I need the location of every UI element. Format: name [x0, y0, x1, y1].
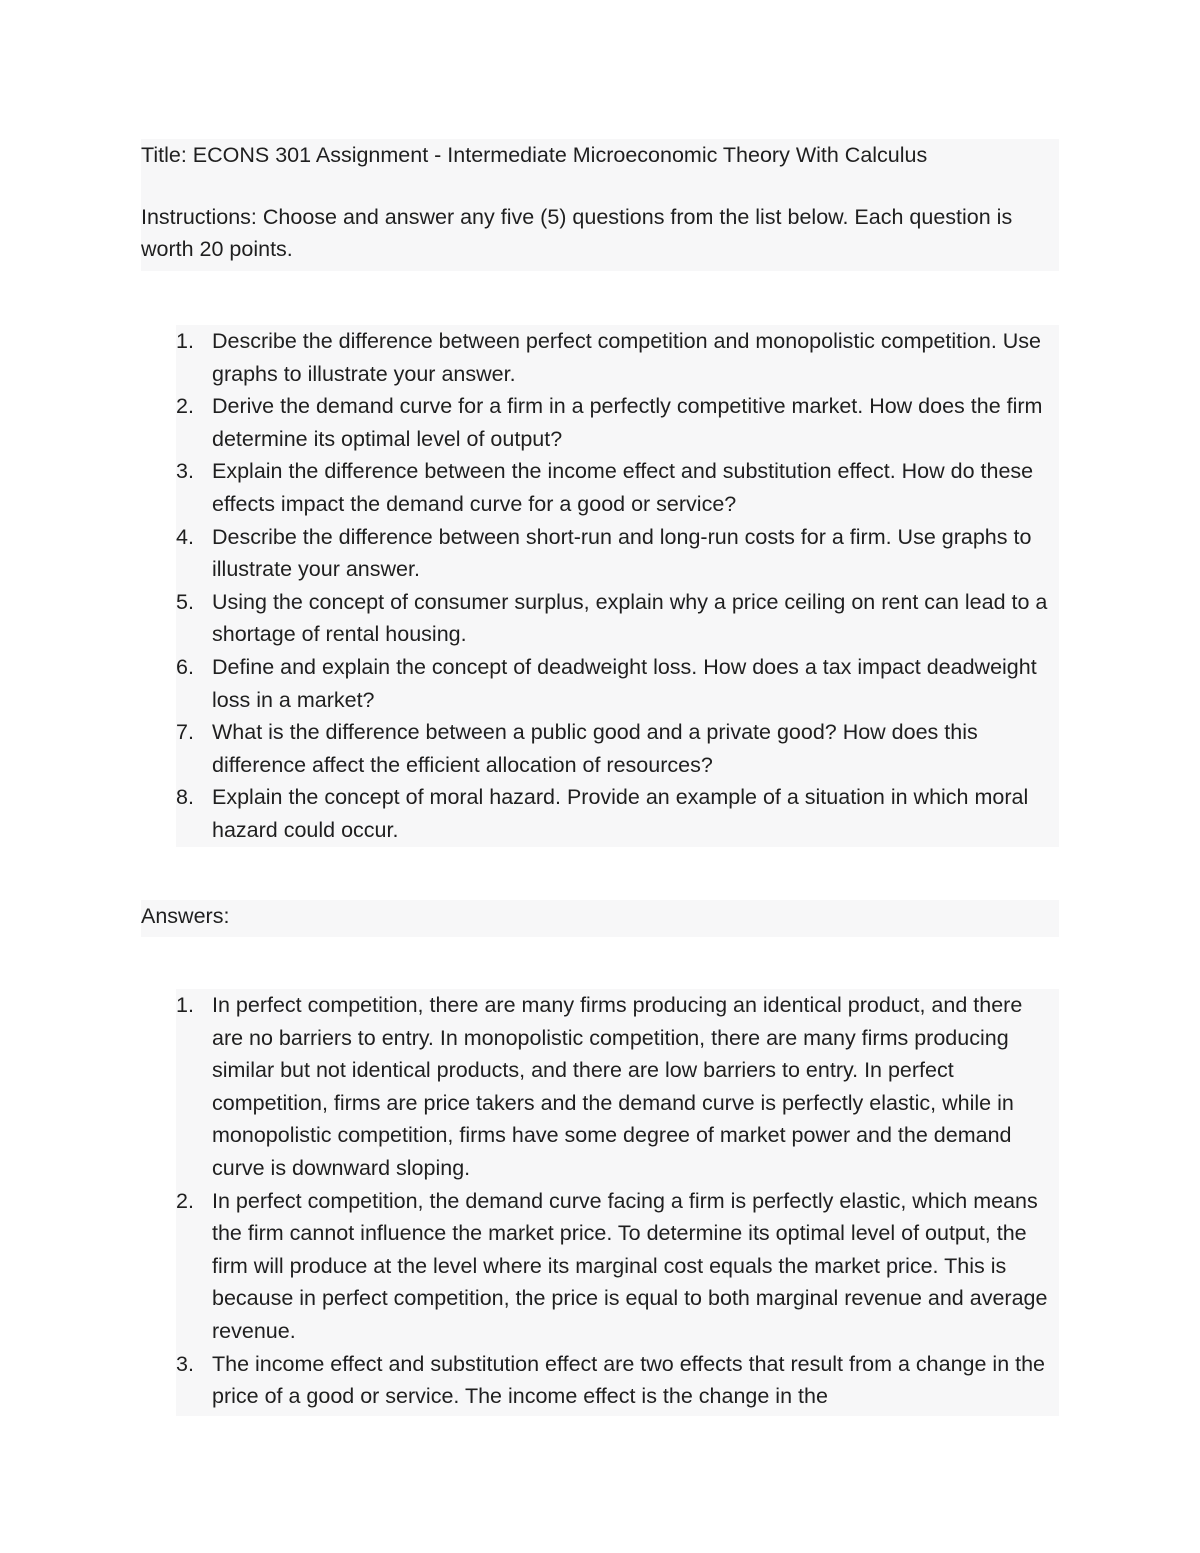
question-item	[176, 325, 1059, 390]
answer-text: The income effect and substitution effect are two effects that result from a change in the price of a good or service. The income effect is the change in the	[212, 1351, 1046, 1409]
instructions-text: Instructions: Choose and answer any five (5) questions from the list below. Each question is worth 20 points.	[141, 204, 1013, 262]
list-number: 4.	[176, 524, 194, 549]
list-number: 5.	[176, 589, 194, 614]
question-text: Describe the difference between short-run and long-run costs for a firm. Use graphs to illustrate your answer.	[212, 524, 1032, 582]
question-text: What is the difference between a public good and a private good? How does this difference affect the efficient allocation of resources?	[212, 720, 978, 777]
list-number: 8.	[176, 785, 194, 810]
list-number: 1.	[176, 329, 194, 353]
answers-heading-block	[141, 900, 1059, 937]
answer-item	[176, 989, 1059, 1185]
answers-list	[176, 989, 1059, 1413]
list-number: 6.	[176, 654, 194, 679]
question-item	[176, 455, 1059, 520]
answer-item	[176, 1348, 1059, 1413]
list-number: 2.	[176, 394, 194, 419]
list-number: 7.	[176, 720, 194, 745]
questions-list	[176, 325, 1059, 847]
question-item	[176, 716, 1059, 781]
document-title: Title: ECONS 301 Assignment - Intermediate Microeconomic Theory With Calculus	[141, 143, 928, 167]
list-number: 2.	[176, 1188, 194, 1213]
question-text: Derive the demand curve for a firm in a perfectly competitive market. How does the firm determine its optimal level of output?	[212, 394, 1043, 451]
question-item	[176, 781, 1059, 846]
question-text: Explain the concept of moral hazard. Provide an example of a situation in which moral hazard could occur.	[212, 785, 1029, 842]
answers-list-block	[176, 989, 1059, 1416]
answer-text: In perfect competition, the demand curve facing a firm is perfectly elastic, which means the firm cannot influence the market price. To determine its optimal level of output, the firm will produce at the level where its marginal cost equals the market price. This is because in perfect competition, the price is equal to both marginal revenue and average revenue.	[212, 1188, 1048, 1343]
question-text: Describe the difference between perfect competition and monopolistic competition. Use graphs to illustrate your answer.	[212, 329, 1041, 386]
question-text: Using the concept of consumer surplus, explain why a price ceiling on rent can lead to a shortage of rental housing.	[212, 589, 1048, 647]
question-item	[176, 586, 1059, 651]
answer-item	[176, 1185, 1059, 1348]
question-text: Explain the difference between the income effect and substitution effect. How do these effects impact the demand curve for a good or service?	[212, 459, 1034, 516]
answer-text: In perfect competition, there are many firms producing an identical product, and there are no barriers to entry. In monopolistic competition, there are many firms producing similar but not identical products, and there are low barriers to entry. In perfect competition, firms are price takers and the demand curve is perfectly elastic, while in monopolistic competition, firms have some degree of market power and the demand curve is downward sloping.	[212, 993, 1023, 1180]
question-item	[176, 390, 1059, 455]
questions-list-block	[176, 325, 1059, 847]
question-item	[176, 651, 1059, 716]
intro-block	[141, 139, 1059, 271]
list-number: 3.	[176, 1351, 194, 1376]
answers-heading: Answers:	[141, 904, 230, 928]
list-number: 3.	[176, 459, 194, 484]
question-item	[176, 521, 1059, 586]
question-text: Define and explain the concept of deadweight loss. How does a tax impact deadweight loss in a market?	[212, 654, 1037, 712]
list-number: 1.	[176, 993, 194, 1017]
